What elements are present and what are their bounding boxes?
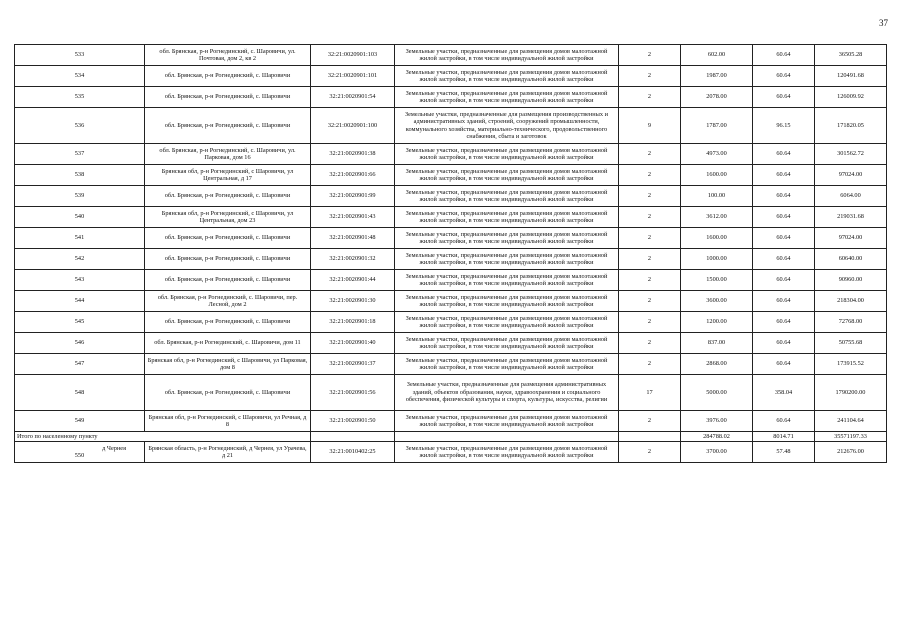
cadastral-value-cell: 72768.00 <box>815 312 887 333</box>
area-cell: 2868.00 <box>681 354 753 375</box>
cadastral-number-cell: 32:21:0020901:30 <box>311 291 395 312</box>
group-cell: 17 <box>619 375 681 411</box>
table-row <box>15 228 887 249</box>
empty-cell <box>395 432 619 442</box>
rate-cell: 60.64 <box>753 45 815 66</box>
row-number: 545 <box>15 312 145 333</box>
land-use-cell: Земельные участки, предназначенные для размещения домов малоэтажной жилой застройки, в том числе индивидуальной жилой застройки <box>395 186 619 207</box>
row-number: 541 <box>15 228 145 249</box>
land-use-cell: Земельные участки, предназначенные для размещения производственных и административных зданий, строений, сооружений промышленности, коммунального хозяйства, материально-технического, продовольственного снабжения, сбыта и заготовок <box>395 108 619 144</box>
cadastral-value-cell: 126009.92 <box>815 87 887 108</box>
area-cell: 5000.00 <box>681 375 753 411</box>
address-cell: обл. Брянская, р-н Рогнединский, с. Шаровичи, пер. Лесной, дом 2 <box>145 291 311 312</box>
rate-cell: 60.64 <box>753 333 815 354</box>
row-number: 540 <box>15 207 145 228</box>
address-cell: обл. Брянская, р-н Рогнединский, с. Шаровичи <box>145 186 311 207</box>
group-cell: 2 <box>619 411 681 432</box>
table-row <box>15 207 887 228</box>
cadastral-number-cell: 32:21:0020901:101 <box>311 66 395 87</box>
area-cell: 3976.00 <box>681 411 753 432</box>
row-number: 544 <box>15 291 145 312</box>
cadastral-number-cell: 32:21:0020901:50 <box>311 411 395 432</box>
cadastral-number-cell: 32:21:0020901:38 <box>311 144 395 165</box>
cadastral-value-cell: 212676.00 <box>815 442 887 463</box>
table-row <box>15 411 887 432</box>
address-cell: обл. Брянская, р-н Рогнединский, с. Шаровичи, ул. Почтовая, дом 2, кв 2 <box>145 45 311 66</box>
table-row <box>15 144 887 165</box>
land-use-cell: Земельные участки, предназначенные для размещения домов малоэтажной жилой застройки, в том числе индивидуальной жилой застройки <box>395 87 619 108</box>
area-cell: 3600.00 <box>681 291 753 312</box>
land-use-cell: Земельные участки, предназначенные для размещения домов малоэтажной жилой застройки, в том числе индивидуальной жилой застройки <box>395 354 619 375</box>
land-use-cell: Земельные участки, предназначенные для размещения домов малоэтажной жилой застройки, в том числе индивидуальной жилой застройки <box>395 270 619 291</box>
row-number: 547 <box>15 354 145 375</box>
area-cell: 1600.00 <box>681 228 753 249</box>
table-row <box>15 249 887 270</box>
land-use-cell: Земельные участки, предназначенные для размещения домов малоэтажной жилой застройки, в том числе индивидуальной жилой застройки <box>395 312 619 333</box>
cadastral-number-cell: 32:21:0020901:54 <box>311 87 395 108</box>
rate-cell: 60.64 <box>753 66 815 87</box>
group-cell: 2 <box>619 87 681 108</box>
group-cell: 2 <box>619 270 681 291</box>
rate-cell: 60.64 <box>753 165 815 186</box>
cadastral-number-cell: 32:21:0020901:56 <box>311 375 395 411</box>
land-use-cell: Земельные участки, предназначенные для размещения домов малоэтажной жилой застройки, в том числе индивидуальной жилой застройки <box>395 249 619 270</box>
address-cell: обл. Брянская, р-н Рогнединский, с. Шаровичи <box>145 312 311 333</box>
rate-cell: 60.64 <box>753 186 815 207</box>
rate-cell: 96.15 <box>753 108 815 144</box>
area-cell: 1000.00 <box>681 249 753 270</box>
row-number: 536 <box>15 108 145 144</box>
cadastral-number-cell: 32:21:0020901:43 <box>311 207 395 228</box>
total-rate: 8014.71 <box>753 432 815 442</box>
group-cell: 2 <box>619 291 681 312</box>
address-cell: обл. Брянская, р-н Рогнединский, с. Шаровичи <box>145 108 311 144</box>
land-use-cell: Земельные участки, предназначенные для размещения домов малоэтажной жилой застройки, в том числе индивидуальной жилой застройки <box>395 165 619 186</box>
cadastral-value-cell: 171820.05 <box>815 108 887 144</box>
cadastral-value-cell: 36505.28 <box>815 45 887 66</box>
rate-cell: 60.64 <box>753 249 815 270</box>
rate-cell: 60.64 <box>753 312 815 333</box>
cadastral-value-cell: 97024.00 <box>815 165 887 186</box>
row-number: 549 <box>15 411 145 432</box>
cadastral-value-cell: 219031.68 <box>815 207 887 228</box>
empty-cell <box>619 432 681 442</box>
table-row <box>15 375 887 411</box>
group-cell: 9 <box>619 108 681 144</box>
row-number: 537 <box>15 144 145 165</box>
rate-cell: 60.64 <box>753 87 815 108</box>
land-use-cell: Земельные участки, предназначенные для размещения домов малоэтажной жилой застройки, в том числе индивидуальной жилой застройки <box>395 291 619 312</box>
cadastral-number-cell: 32:21:0020901:100 <box>311 108 395 144</box>
cadastral-value-cell: 6064.00 <box>815 186 887 207</box>
address-cell: обл. Брянская, р-н Рогнединский, с. Шаровичи <box>145 249 311 270</box>
land-use-cell: Земельные участки, предназначенные для размещения домов малоэтажной жилой застройки, в том числе индивидуальной жилой застройки <box>395 207 619 228</box>
group-cell: 2 <box>619 333 681 354</box>
cadastral-number-cell: 32:21:0020901:99 <box>311 186 395 207</box>
row-number: 550 <box>74 452 85 459</box>
group-cell: 2 <box>619 165 681 186</box>
area-cell: 2078.00 <box>681 87 753 108</box>
rate-cell: 60.64 <box>753 411 815 432</box>
address-cell: обл. Брянская, р-н Рогнединский, с. Шаровичи, ул. Парковая, дом 16 <box>145 144 311 165</box>
cadastral-number-cell: 32:21:0020901:44 <box>311 270 395 291</box>
area-cell: 4973.00 <box>681 144 753 165</box>
cadastral-value-table <box>14 44 887 463</box>
cadastral-value-cell: 120491.68 <box>815 66 887 87</box>
cadastral-value-cell: 60640.00 <box>815 249 887 270</box>
area-cell: 602.00 <box>681 45 753 66</box>
group-cell: 2 <box>619 144 681 165</box>
empty-cell <box>311 432 395 442</box>
address-cell: обл. Брянская, р-н Рогнединский, с. Шаровичи <box>145 66 311 87</box>
page-number: 37 <box>879 18 888 28</box>
area-cell: 1200.00 <box>681 312 753 333</box>
group-cell: 2 <box>619 249 681 270</box>
rate-cell: 60.64 <box>753 207 815 228</box>
rate-cell: 57.48 <box>753 442 815 463</box>
cadastral-value-cell: 241104.64 <box>815 411 887 432</box>
address-cell: Брянская обл, р-н Рогнединский, с Шаровичи, ул Центральная, д 17 <box>145 165 311 186</box>
table-row <box>15 87 887 108</box>
cadastral-value-cell: 97024.00 <box>815 228 887 249</box>
land-use-cell: Земельные участки, предназначенные для размещения домов малоэтажной жилой застройки, в том числе индивидуальной жилой застройки <box>395 411 619 432</box>
table-row <box>15 186 887 207</box>
row-number: 548 <box>15 375 145 411</box>
total-value: 35571197.33 <box>815 432 887 442</box>
row-number: 534 <box>15 66 145 87</box>
cadastral-number-cell: 32:21:0020901:48 <box>311 228 395 249</box>
cadastral-value-cell: 90960.00 <box>815 270 887 291</box>
land-use-cell: Земельные участки, предназначенные для размещения административных зданий, объектов образования, науки, здравоохранения и социального обеспечения, физической культуры и спорта, культуры, искусства, религии <box>395 375 619 411</box>
land-use-cell: Земельные участки, предназначенные для размещения домов малоэтажной жилой застройки, в том числе индивидуальной жилой застройки <box>395 66 619 87</box>
address-cell: обл. Брянская, р-н Рогнединский, с. Шаровичи, дом 11 <box>145 333 311 354</box>
cadastral-value-cell: 301562.72 <box>815 144 887 165</box>
rate-cell: 60.64 <box>753 144 815 165</box>
table-row <box>15 354 887 375</box>
address-cell: обл. Брянская, р-н Рогнединский, с. Шаровичи <box>145 87 311 108</box>
row-number: 543 <box>15 270 145 291</box>
group-cell: 2 <box>619 66 681 87</box>
locality-name: д Чернея <box>102 444 126 452</box>
area-cell: 3700.00 <box>681 442 753 463</box>
cadastral-value-cell: 50755.68 <box>815 333 887 354</box>
address-cell: Брянская область, р-н Рогнединский, д Чернея, ул Урачева, д 21 <box>145 442 311 463</box>
address-cell: Брянская обл, р-н Рогнединский, с Шаровичи, ул Центральная, дом 23 <box>145 207 311 228</box>
cadastral-value-cell: 218304.00 <box>815 291 887 312</box>
total-area: 284788.02 <box>681 432 753 442</box>
land-use-cell: Земельные участки, предназначенные для размещения домов малоэтажной жилой застройки, в том числе индивидуальной жилой застройки <box>395 228 619 249</box>
cadastral-number-cell: 32:21:0020901:40 <box>311 333 395 354</box>
cadastral-number-cell: 32:21:0010402:25 <box>311 442 395 463</box>
area-cell: 3612.00 <box>681 207 753 228</box>
address-cell: Брянская обл, р-н Рогнединский, с Шаровичи, ул Парковая, дом 8 <box>145 354 311 375</box>
area-cell: 1600.00 <box>681 165 753 186</box>
total-row <box>15 432 887 442</box>
group-cell: 2 <box>619 228 681 249</box>
row-number: 535 <box>15 87 145 108</box>
land-use-cell: Земельные участки, предназначенные для размещения домов малоэтажной жилой застройки, в том числе индивидуальной жилой застройки <box>395 144 619 165</box>
land-use-cell: Земельные участки, предназначенные для размещения домов малоэтажной жилой застройки, в том числе индивидуальной жилой застройки <box>395 45 619 66</box>
rate-cell: 60.64 <box>753 228 815 249</box>
area-cell: 837.00 <box>681 333 753 354</box>
rate-cell: 60.64 <box>753 291 815 312</box>
cadastral-number-cell: 32:21:0020901:37 <box>311 354 395 375</box>
cadastral-number-cell: 32:21:0020901:103 <box>311 45 395 66</box>
cadastral-number-cell: 32:21:0020901:18 <box>311 312 395 333</box>
row-number: 539 <box>15 186 145 207</box>
table-row <box>15 442 887 463</box>
group-cell: 2 <box>619 186 681 207</box>
table-row <box>15 270 887 291</box>
group-cell: 2 <box>619 442 681 463</box>
row-number: 533 <box>15 45 145 66</box>
rate-cell: 60.64 <box>753 270 815 291</box>
cadastral-number-cell: 32:21:0020901:32 <box>311 249 395 270</box>
table-row <box>15 66 887 87</box>
table-row <box>15 333 887 354</box>
address-cell: обл. Брянская, р-н Рогнединский, с. Шаровичи <box>145 228 311 249</box>
table-row <box>15 108 887 144</box>
cadastral-number-cell: 32:21:0020901:66 <box>311 165 395 186</box>
cadastral-value-cell: 173915.52 <box>815 354 887 375</box>
total-label: Итого по населенному пункту <box>15 432 311 442</box>
area-cell: 1787.00 <box>681 108 753 144</box>
row-number: 542 <box>15 249 145 270</box>
group-cell: 2 <box>619 45 681 66</box>
address-cell: обл. Брянская, р-н Рогнединский, с. Шаровичи <box>145 270 311 291</box>
table-row <box>15 291 887 312</box>
group-cell: 2 <box>619 354 681 375</box>
cadastral-value-cell: 1790200.00 <box>815 375 887 411</box>
rate-cell: 60.64 <box>753 354 815 375</box>
land-use-cell: Земельные участки, предназначенные для размещения домов малоэтажной жилой застройки, в том числе индивидуальной жилой застройки <box>395 442 619 463</box>
address-cell: Брянская обл, р-н Рогнединский, с Шаровичи, ул Речная, д 8 <box>145 411 311 432</box>
address-cell: обл. Брянская, р-н Рогнединский, с. Шаровичи <box>145 375 311 411</box>
area-cell: 1987.00 <box>681 66 753 87</box>
area-cell: 100.00 <box>681 186 753 207</box>
table-row <box>15 165 887 186</box>
table-row <box>15 312 887 333</box>
row-number: 546 <box>15 333 145 354</box>
table-row <box>15 45 887 66</box>
group-cell: 2 <box>619 312 681 333</box>
area-cell: 1500.00 <box>681 270 753 291</box>
land-use-cell: Земельные участки, предназначенные для размещения домов малоэтажной жилой застройки, в том числе индивидуальной жилой застройки <box>395 333 619 354</box>
row-number: 538 <box>15 165 145 186</box>
rate-cell: 358.04 <box>753 375 815 411</box>
group-cell: 2 <box>619 207 681 228</box>
